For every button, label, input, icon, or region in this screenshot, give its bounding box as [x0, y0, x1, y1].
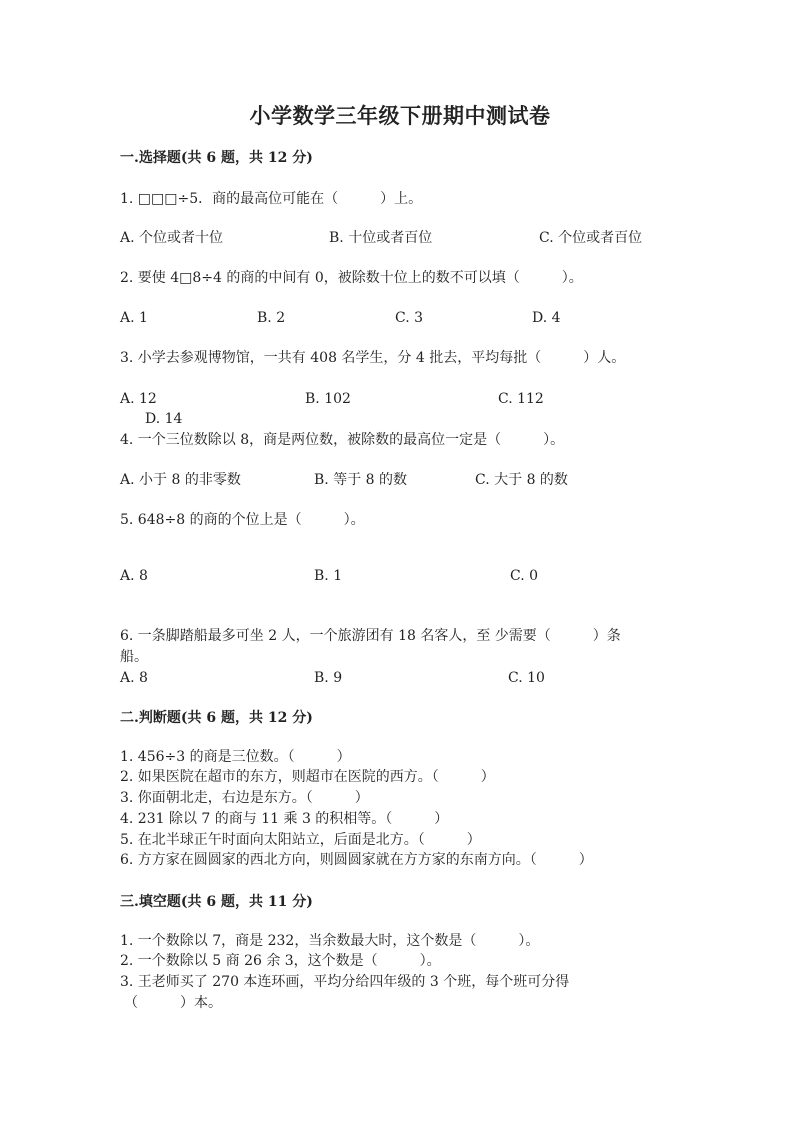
fill-item-continued: （ ）本。 — [124, 995, 222, 1011]
judge-item: 3. 你面朝北走，右边是东方。（ ） — [120, 790, 369, 806]
section-heading: 一.选择题(共 6 题，共 12 分) — [120, 150, 313, 166]
option: D. 4 — [532, 310, 561, 326]
question-stem: 3. 小学去参观博物馆，一共有 408 名学生，分 4 批去，平均每批（ ）人。 — [120, 350, 626, 366]
option: B. 十位或者百位 — [329, 230, 433, 246]
option: C. 112 — [498, 391, 544, 407]
option: A. 8 — [120, 670, 148, 686]
option: B. 9 — [314, 670, 343, 686]
option: D. 14 — [145, 411, 183, 427]
fill-item: 1. 一个数除以 7，商是 232，当余数最大时，这个数是（ ）。 — [120, 933, 540, 949]
option: A. 8 — [120, 568, 148, 584]
fill-item: 3. 王老师买了 270 本连环画，平均分给四年级的 3 个班，每个班可分得 — [120, 974, 570, 990]
fill-item: 2. 一个数除以 5 商 26 余 3，这个数是（ ）。 — [120, 953, 441, 969]
option: C. 个位或者百位 — [539, 230, 643, 246]
question-stem: 5. 648÷8 的商的个位上是（ ）。 — [120, 512, 365, 528]
option: C. 3 — [395, 310, 424, 326]
option: C. 大于 8 的数 — [475, 472, 568, 488]
judge-item: 4. 231 除以 7 的商与 11 乘 3 的积相等。（ ） — [120, 811, 449, 827]
option: A. 12 — [120, 391, 157, 407]
option: B. 2 — [257, 310, 286, 326]
section-heading: 三.填空题(共 6 题，共 11 分) — [120, 894, 313, 910]
section-heading: 二.判断题(共 6 题，共 12 分) — [120, 710, 313, 726]
option: A. 1 — [120, 310, 148, 326]
judge-item: 6. 方方家在圆圆家的西北方向，则圆圆家就在方方家的东南方向。（ ） — [120, 852, 593, 868]
question-stem-continued: 船。 — [120, 649, 148, 665]
question-stem: 6. 一条脚踏船最多可坐 2 人，一个旅游团有 18 名客人，至 少需要（ ）条 — [120, 628, 621, 644]
question-stem: 2. 要使 4□8÷4 的商的中间有 0，被除数十位上的数不可以填（ ）。 — [120, 270, 583, 286]
option: C. 10 — [508, 670, 545, 686]
option: A. 小于 8 的非零数 — [120, 472, 241, 488]
judge-item: 2. 如果医院在超市的东方，则超市在医院的西方。（ ） — [120, 769, 495, 785]
option: B. 等于 8 的数 — [314, 472, 407, 488]
option: B. 102 — [305, 391, 351, 407]
question-stem: 1. □□□÷5．商的最高位可能在（ ）上。 — [120, 191, 423, 207]
page-title: 小学数学三年级下册期中测试卷 — [249, 103, 551, 128]
option: B. 1 — [314, 568, 343, 584]
option: A. 个位或者十位 — [120, 230, 224, 246]
option: C. 0 — [510, 568, 539, 584]
judge-item: 1. 456÷3 的商是三位数。（ ） — [120, 749, 351, 765]
judge-item: 5. 在北半球正午时面向太阳站立，后面是北方。（ ） — [120, 832, 481, 848]
question-stem: 4. 一个三位数除以 8，商是两位数，被除数的最高位一定是（ ）。 — [120, 432, 565, 448]
